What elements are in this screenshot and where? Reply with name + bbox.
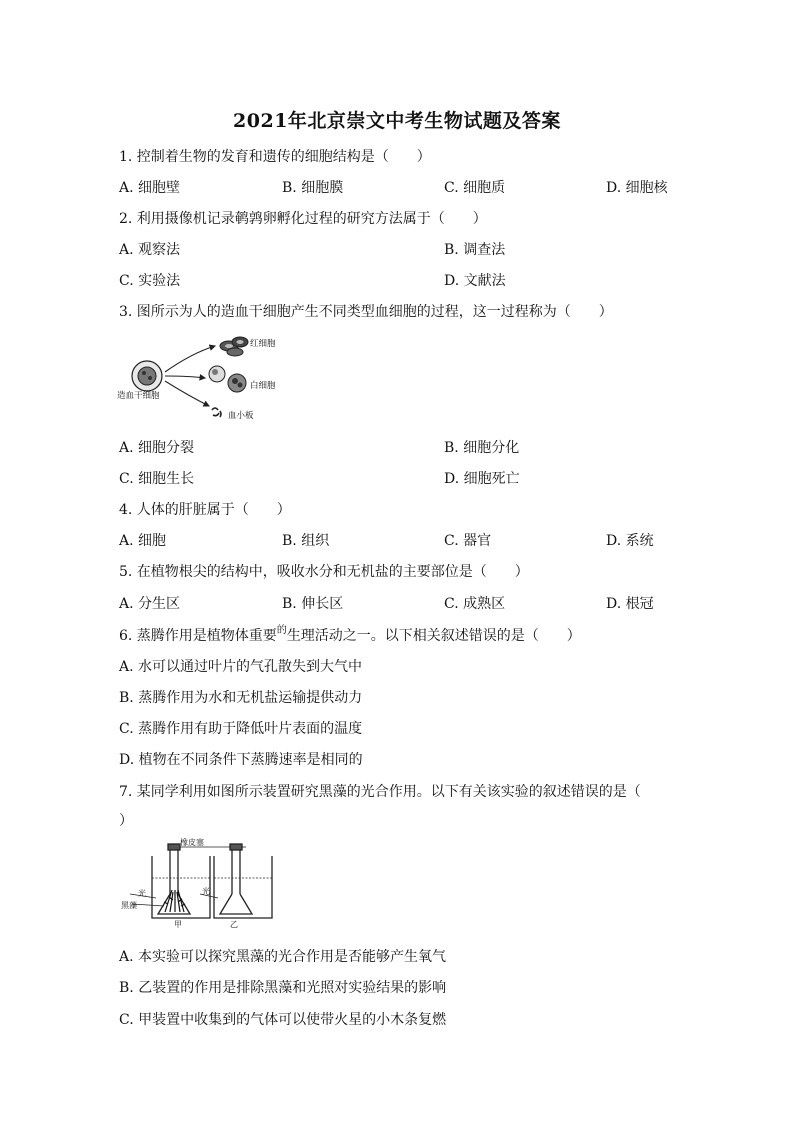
question-2-option-c: C. 实验法 — [119, 273, 181, 289]
question-6-option-b: B. 蒸腾作用为水和无机盐运输提供动力 — [119, 690, 363, 706]
question-6-option-d: D. 植物在不同条件下蒸腾速率是相同的 — [119, 752, 363, 768]
white-cell-label: 白细胞 — [250, 381, 276, 391]
page-title: 2021年北京崇文中考生物试题及答案 — [233, 110, 561, 132]
question-1-option-d: D. 细胞核 — [606, 180, 668, 196]
light-label-right: 光 — [202, 887, 210, 896]
question-3-option-b: B. 细胞分化 — [444, 440, 520, 456]
beaker-jia-icon — [152, 844, 210, 918]
question-1-option-b: B. 细胞膜 — [282, 180, 344, 196]
stem-cell-label: 造血干细胞 — [117, 391, 160, 401]
question-5-stem: 5. 在植物根尖的结构中，吸收水分和无机盐的主要部位是（ ） — [119, 564, 529, 580]
question-4-option-b: B. 组织 — [282, 533, 330, 549]
question-5-option-a: A. 分生区 — [119, 596, 181, 612]
question-4-option-c: C. 器官 — [444, 533, 492, 549]
platelet-icon — [212, 408, 221, 417]
platelet-label: 血小板 — [228, 411, 254, 421]
question-7-stem-line2: ） — [119, 813, 133, 829]
question-7-stem-line1: 7. 某同学利用如图所示装置研究黑藻的光合作用。以下有关该实验的叙述错误的是（ — [119, 784, 641, 800]
blood-cell-differentiation-figure — [117, 328, 287, 426]
question-5-option-b: B. 伸长区 — [282, 596, 344, 612]
question-3-option-a: A. 细胞分裂 — [119, 440, 195, 456]
question-6-option-a: A. 水可以通过叶片的气孔散失到大气中 — [119, 659, 363, 675]
question-6-stem — [119, 625, 581, 645]
question-5-option-d: D. 根冠 — [606, 596, 654, 612]
question-2-option-a: A. 观察法 — [119, 242, 181, 258]
question-4-option-a: A. 细胞 — [119, 533, 167, 549]
red-blood-cell-icon — [220, 337, 248, 356]
question-7-option-c: C. 甲装置中收集到的气体可以使带火星的小木条复燃 — [119, 1012, 447, 1028]
beaker-yi-icon — [214, 844, 272, 918]
algae-label: 黑藻 — [121, 901, 137, 910]
question-6-stem-part2: 生理活动之一。以下相关叙述错误的是（ ） — [286, 628, 581, 644]
white-blood-cell-icon — [209, 366, 246, 392]
apparatus-yi-label: 乙 — [230, 920, 238, 928]
light-label-left: 光 — [138, 889, 146, 898]
question-7-option-a: A. 本实验可以探究黑藻的光合作用是否能够产生氧气 — [119, 949, 447, 965]
question-4-stem: 4. 人体的肝脏属于（ ） — [119, 502, 291, 518]
question-3-option-c: C. 细胞生长 — [119, 471, 195, 487]
question-4-option-d: D. 系统 — [606, 533, 654, 549]
question-2-option-d: D. 文献法 — [444, 273, 506, 289]
rubber-stopper-label: 橡皮塞 — [180, 838, 204, 847]
question-7-option-b: B. 乙装置的作用是排除黑藻和光照对实验结果的影响 — [119, 980, 447, 996]
question-5-option-c: C. 成熟区 — [444, 596, 506, 612]
question-2-option-b: B. 调查法 — [444, 242, 506, 258]
question-3-option-d: D. 细胞死亡 — [444, 471, 520, 487]
question-6-stem-superscript: 的 — [276, 625, 287, 636]
photosynthesis-apparatus-figure — [118, 838, 278, 928]
question-6-option-c: C. 蒸腾作用有助于降低叶片表面的温度 — [119, 721, 363, 737]
question-1-option-c: C. 细胞质 — [444, 180, 506, 196]
apparatus-jia-label: 甲 — [174, 920, 182, 928]
stem-cell-icon — [132, 361, 162, 391]
question-2-stem: 2. 利用摄像机记录鹌鹑卵孵化过程的研究方法属于（ ） — [119, 211, 487, 227]
question-3-stem: 3. 图所示为人的造血干细胞产生不同类型血细胞的过程，这一过程称为（ ） — [119, 304, 613, 320]
question-1-option-a: A. 细胞壁 — [119, 180, 181, 196]
red-cell-label: 红细胞 — [250, 339, 276, 349]
question-6-stem-part1: 6. 蒸腾作用是植物体重要 — [119, 628, 277, 644]
question-1-stem: 1. 控制着生物的发育和遗传的细胞结构是（ ） — [119, 149, 431, 165]
